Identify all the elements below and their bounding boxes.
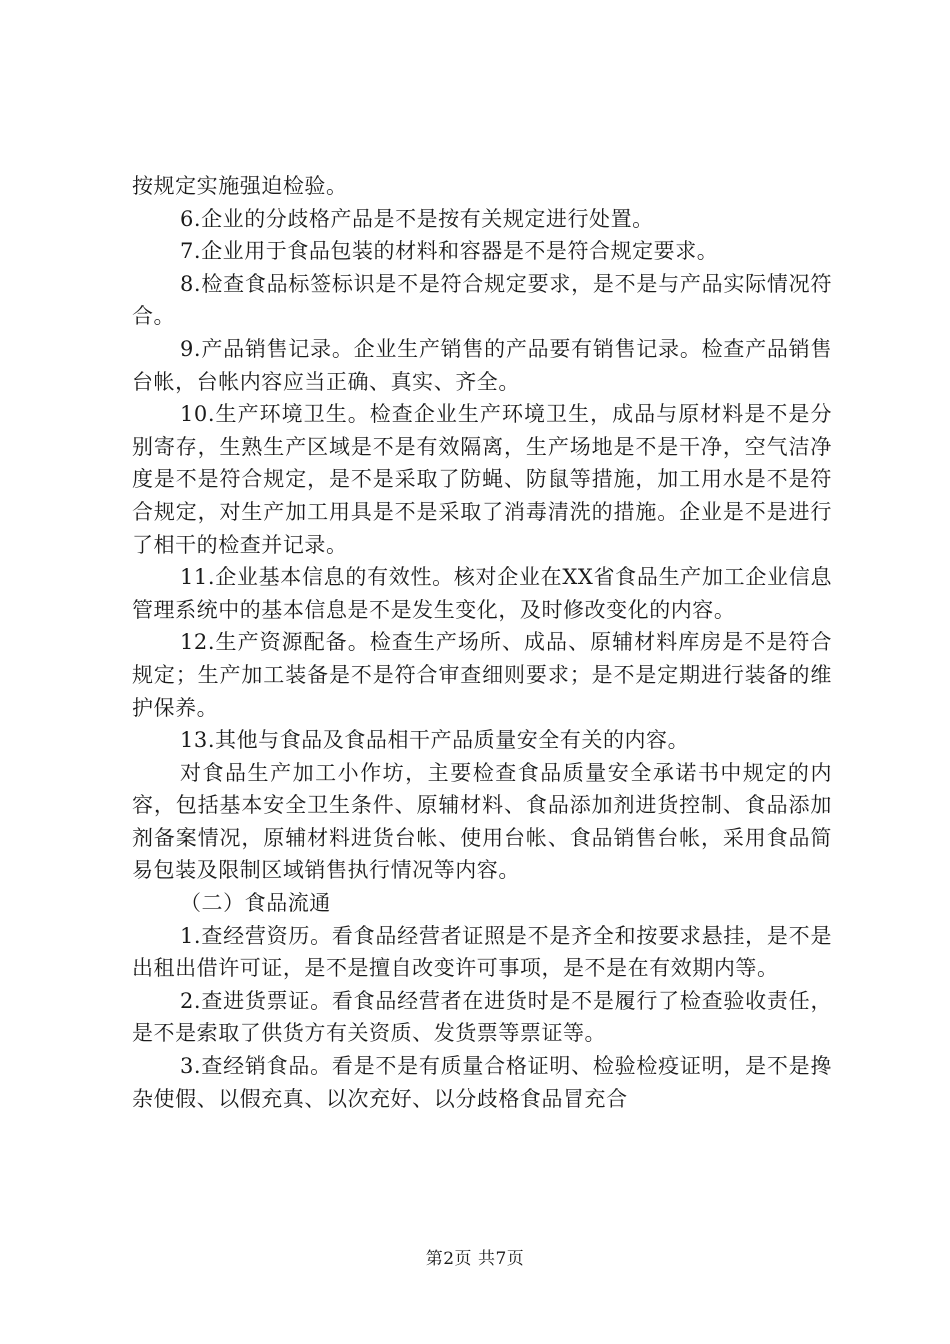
section-heading: （二）食品流通	[180, 891, 331, 916]
paragraph-13: 2.查进货票证。看食品经营者在进货时是不是履行了检查验收责任，是不是索取了供货方有关资质、发货票等票证等。	[132, 988, 832, 1046]
paragraph-12: 1.查经营资历。看食品经营者证照是不是齐全和按要求悬挂，是不是出租出借许可证，是不是擅自改变许可事项，是不是在有效期内等。	[132, 923, 832, 981]
paragraph-5: 9.产品销售记录。企业生产销售的产品要有销售记录。检查产品销售台帐，台帐内容应当正确、真实、齐全。	[132, 336, 832, 394]
paragraph-1: 按规定实施强迫检验。	[132, 174, 348, 198]
paragraph-10: 对食品生产加工小作坊，主要检查食品质量安全承诺书中规定的内容，包括基本安全卫生条件、原辅材料、食品添加剂进货控制、食品添加剂备案情况，原辅材料进货台帐、使用台帐、食品销售台帐，采用食品简易包装及限制区域销售执行情况等内容。	[132, 760, 832, 883]
document-body	[132, 170, 832, 1115]
paragraph-2: 6.企业的分歧格产品是不是按有关规定进行处置。	[180, 206, 654, 231]
paragraph-7: 11.企业基本信息的有效性。核对企业在XX省食品生产加工企业信息管理系统中的基本信息是不是发生变化，及时修改变化的内容。	[132, 565, 832, 622]
paragraph-3: 7.企业用于食品包装的材料和容器是不是符合规定要求。	[180, 239, 719, 264]
paragraph-14: 3.查经销食品。看是不是有质量合格证明、检验检疫证明，是不是搀杂使假、以假充真、以次充好、以分歧格食品冒充合	[132, 1054, 832, 1111]
paragraph-4: 8.检查食品标签标识是不是符合规定要求，是不是与产品实际情况符合。	[132, 271, 832, 329]
paragraph-9: 13.其他与食品及食品相干产品质量安全有关的内容。	[180, 728, 690, 753]
page-number-footer: 第2页 共7页	[425, 1249, 525, 1269]
paragraph-6: 10.生产环境卫生。检查企业生产环境卫生，成品与原材料是不是分别寄存，生熟生产区域是不是有效隔离，生产场地是不是干净，空气洁净度是不是符合规定，是不是采取了防蝇、防鼠等措施，加工用水是不是符合规定，对生产加工用具是不是采取了消毒清洗的措施。企业是不是进行了相干的检查并记录。	[132, 402, 832, 557]
paragraph-8: 12.生产资源配备。检查生产场所、成品、原辅材料库房是不是符合规定；生产加工装备是不是符合审查细则要求；是不是定期进行装备的维护保养。	[132, 630, 832, 720]
